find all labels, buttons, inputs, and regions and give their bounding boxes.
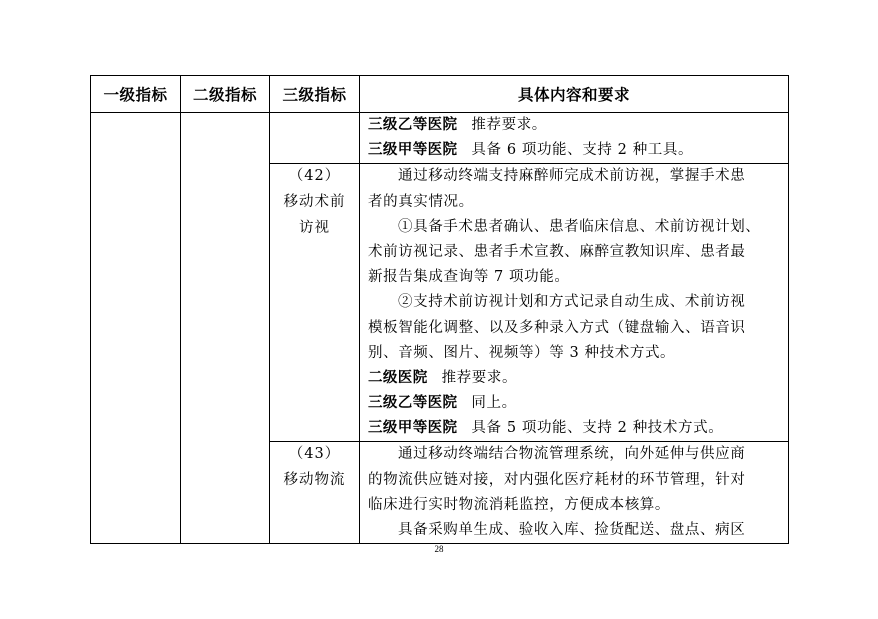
content-line: 具备采购单生成、验收入库、捡货配送、盘点、病区	[398, 522, 746, 538]
requirement-line	[368, 366, 780, 391]
header-level2: 二级指标	[181, 76, 270, 113]
content-line: 通过移动终端支持麻醉师完成术前访视，掌握手术患	[398, 168, 746, 185]
indicator-number: （43）	[288, 446, 341, 463]
requirement-line	[368, 113, 780, 138]
content-line: 别、音频、图片、视频等）等 3 种技术方式。	[368, 344, 676, 361]
header-content: 具体内容和要求	[360, 76, 789, 113]
content-cell-43	[360, 442, 789, 544]
requirement-text: 具备 6 项功能、支持 2 种工具。	[471, 142, 694, 159]
level1-cell	[91, 113, 181, 544]
hospital-level-label: 二级医院	[368, 369, 428, 386]
content-line: 通过移动终端结合物流管理系统，向外延伸与供应商	[398, 446, 746, 463]
level2-cell	[181, 113, 270, 544]
content-line: ②支持术前访视计划和方式记录自动生成、术前访视	[398, 294, 746, 311]
indicator-number: （42）	[288, 168, 341, 185]
hospital-level-label: 三级甲等医院	[368, 142, 458, 159]
content-line: 新报告集成查询等 7 项功能。	[368, 269, 570, 286]
page-number: 28	[434, 544, 444, 554]
content-line: 术前访视记录、患者手术宣教、麻醉宣教知识库、患者最	[368, 243, 746, 260]
table-header-row	[91, 76, 789, 113]
table-row-continued	[91, 113, 789, 164]
hospital-level-label: 三级甲等医院	[368, 420, 458, 437]
content-line: 者的真实情况。	[368, 193, 474, 210]
indicator-table	[90, 75, 789, 544]
content-line: 的物流供应链对接，对内强化医疗耗材的环节管理，针对	[368, 471, 746, 488]
requirement-line	[368, 391, 780, 416]
content-line: ①具备手术患者确认、患者临床信息、术前访视计划、	[398, 218, 761, 235]
content-line: 临床进行实时物流消耗监控，方便成本核算。	[368, 496, 670, 513]
content-cell-42	[360, 164, 789, 442]
hospital-level-label: 三级乙等医院	[368, 395, 458, 412]
content-line: 模板智能化调整、以及多种录入方式（键盘输入、语音识	[368, 319, 746, 336]
indicator-name-line: 访视	[299, 219, 330, 236]
requirement-text: 推荐要求。	[441, 369, 518, 386]
hospital-level-label: 三级乙等医院	[368, 117, 458, 133]
level3-cell-43	[270, 442, 360, 544]
requirement-line	[368, 416, 780, 441]
requirement-text: 具备 5 项功能、支持 2 种技术方式。	[471, 420, 724, 437]
level3-cell-continued	[270, 113, 360, 164]
content-cell-continued	[360, 113, 789, 164]
requirement-line	[368, 138, 780, 163]
indicator-name-line: 移动术前	[283, 193, 346, 210]
requirement-text: 同上。	[471, 395, 517, 412]
requirement-text: 推荐要求。	[471, 117, 547, 133]
indicator-name-line: 移动物流	[283, 472, 346, 489]
header-level3: 三级指标	[270, 76, 360, 113]
level3-cell-42	[270, 164, 360, 442]
header-level1: 一级指标	[91, 76, 181, 113]
